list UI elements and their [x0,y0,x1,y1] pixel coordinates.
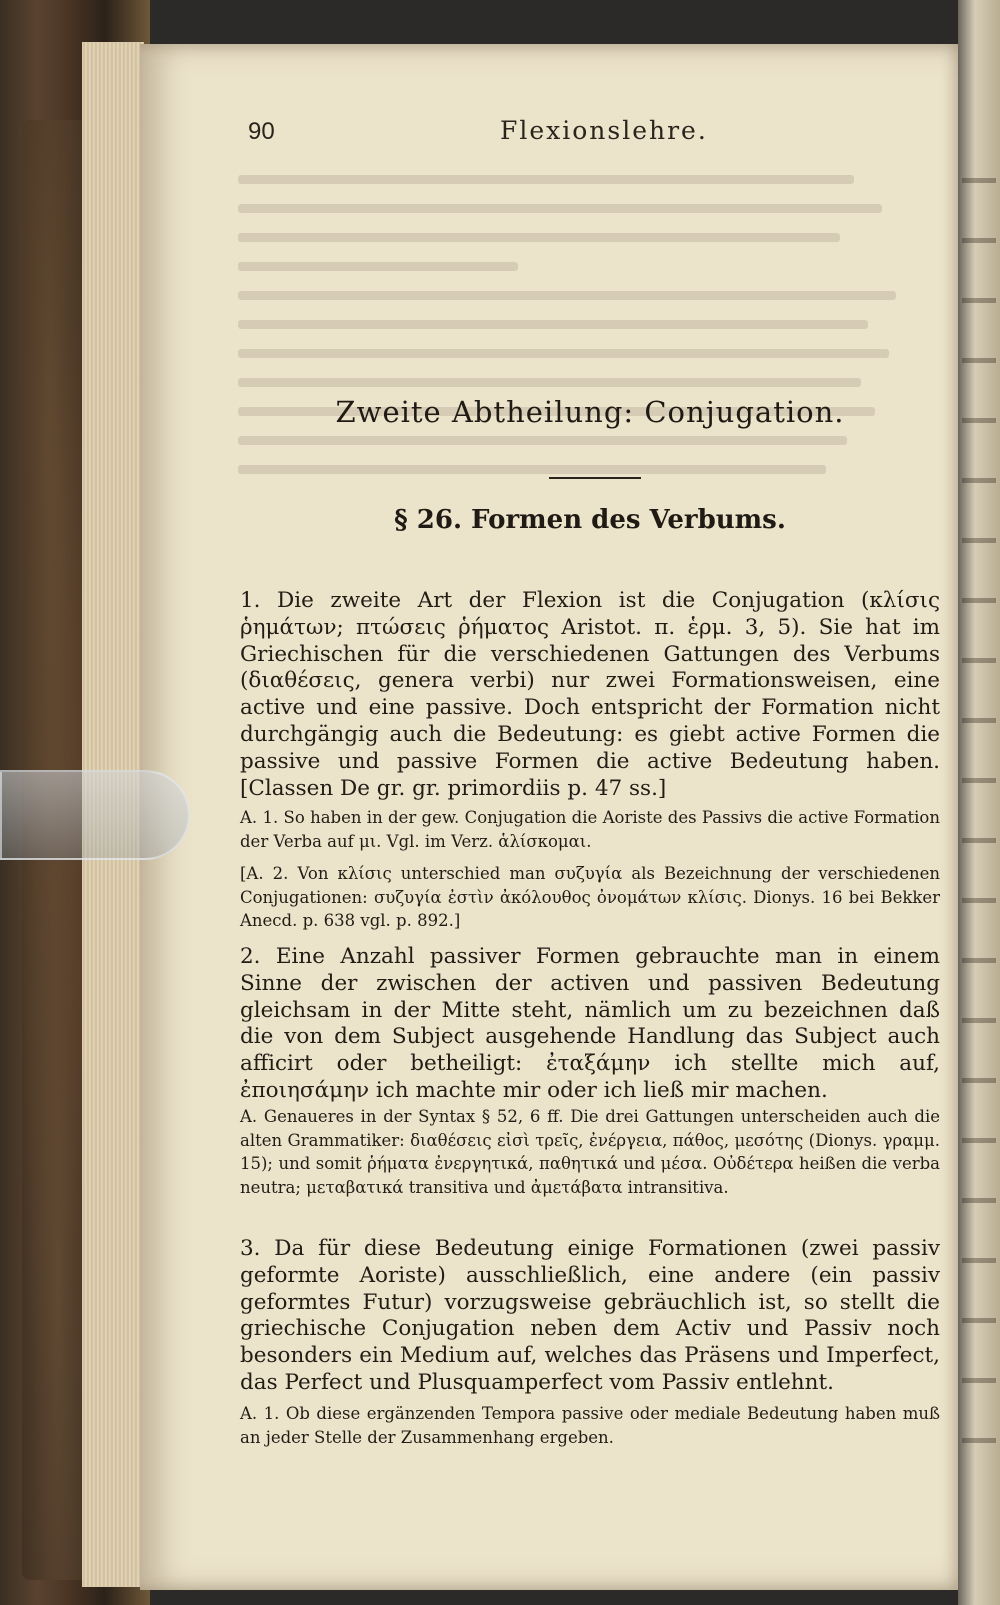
note-paragraph-3: A. Genaueres in der Syntax § 52, 6 ff. Die drei Gattungen unterscheiden auch die alten Grammatiker: διαθέσεις εἰσὶ τρεῖς, ἐνέργεια, πάθος, μεσότης (Dionys. γραμμ. 15); und somit ῥήματα ἐνεργητικά, παθητικά und μέσα. Οὐδέτερα heißen die verba neutra; μεταβατικά transitiva und ἀμετάβατα intransitiva. [240,1107,940,1197]
running-head: Flexionslehre. [500,116,708,145]
body-paragraph-1: 1. Die zweite Art der Flexion ist die Conjugation (κλίσις ῥημάτων; πτώσεις ῥήματος Aristot. π. ἑρμ. 3, 5). Sie hat im Griechischen für die verschiedenen Gattungen des Verbums (διαθέσεις, genera verbi) nur zwei Formationsweisen, eine active und eine passive. Doch entspricht der Formation nicht durchgängig auch die Bedeutung: es giebt active Formen die passive und passive Formen die active Bedeutung haben. [Classen De gr. gr. primordiis p. 47 ss.] [240,588,940,801]
note-paragraph-1: A. 1. So haben in der gew. Conjugation die Aoriste des Passivs die active Formation der Verba auf μι. Vgl. im Verz. ἁλίσκομαι. [240,808,940,851]
note-paragraph-4: A. 1. Ob diese ergänzenden Tempora passive oder mediale Bedeutung haben muß an jeder Stelle der Zusammenhang ergeben. [240,1404,940,1447]
body-paragraph-2: 2. Eine Anzahl passiver Formen gebrauchte man in einem Sinne der zwischen der activen und passiven Bedeutung gleichsam in der Mitte steht, nämlich um zu bezeichnen daß die von dem Subject ausgehende Handlung das Subject auch afficirt oder betheiligt: ἐταξάμην ich stellte mich auf, ἐποιησάμην ich machte mir oder ich ließ mir machen. [240,944,940,1103]
divider-rule [549,477,641,479]
paragraph-heading: § 26. Formen des Verbums. [394,505,786,535]
section-title: Zweite Abtheilung: Conjugation. [335,395,845,429]
page-number: 90 [248,118,275,145]
page-clip [0,770,190,860]
body-paragraph-3: 3. Da für diese Bedeutung einige Formationen (zwei passiv geformte Aoriste) ausschließlich, eine andere (ein passiv geformtes Futur) vorzugsweise gebräuchlich ist, so stellt die griechische Conjugation neben dem Activ und Passiv noch besonders ein Medium auf, welches das Präsens und Imperfect, das Perfect und Plusquamperfect vom Passiv entlehnt. [240,1236,940,1395]
facing-page-text-fragment [962,150,996,1450]
show-through-text [238,175,938,505]
note-paragraph-2: [A. 2. Von κλίσις unterschied man συζυγία als Bezeichnung der verschiedenen Conjugationen: συζυγία ἐστὶν ἀκόλουθος ὀνομάτων κλίσις. Dionys. 16 bei Bekker Anecd. p. 638 vgl. p. 892.] [240,864,940,930]
